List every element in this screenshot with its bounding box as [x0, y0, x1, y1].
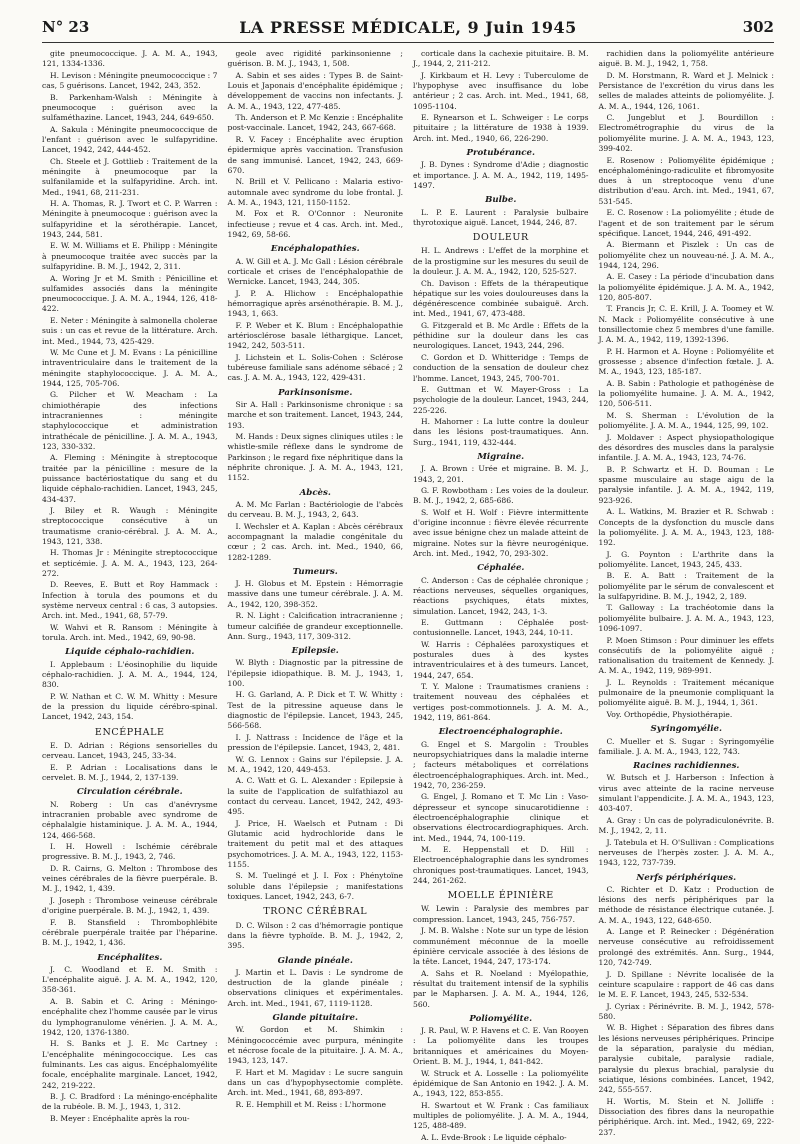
reference-entry: J. Lichstein et L. Solis-Cohen : Sclérose tubéreuse familiale sans adénome sébacé ; 2 cas. J. A. M. A., 1943, 122, 429-431.	[227, 352, 403, 383]
reference-entry: A. W. Gill et A. J. Mc Gall : Lésion cérébrale corticale et crises de l'encéphalopathie de Wernicke. Lancet, 1943, 244, 305.	[227, 256, 403, 287]
reference-entry: B. J. C. Bradford : La méningo-encéphalite de la rubéole. B. M. J., 1943, 1, 312.	[42, 1092, 218, 1112]
reference-entry: A. E. Casey : La période d'incubation dans la poliomyélite épidémique. J. A. M. A., 1942, 120, 805-807.	[598, 272, 774, 302]
reference-entry: N. Brill et V. Pellicano : Malaria estivo-automnale avec syndrome du lobe frontal. J. A. M. A., 1943, 121, 1150-1152.	[227, 177, 403, 207]
reference-entry: J. L. Reynolds : Traitement mécanique pulmonaire de la pneumonie compliquant la poliomyélite aiguë. B. M. J., 1944, 1, 361.	[598, 677, 774, 708]
subsection-heading: Migraine.	[477, 452, 525, 462]
reference-entry: A. Woring Jr et M. Smith : Pénicilline et sulfamides associés dans la méningite pneumococcique. J. A. M. A., 1944, 126, 418-422.	[42, 273, 218, 314]
reference-entry: A. Sabin et ses aides : Types B. de Saint-Louis et Japonais d'encéphalite épidémique ; développement de vaccins non infectants. J. A. M. A., 1943, 122, 477-485.	[227, 70, 403, 111]
reference-entry: W. Wahvi et R. Ransom : Méningite à torula. Arch. int. Med., 1942, 69, 90-98.	[42, 622, 218, 643]
subsection-heading: Encéphalites.	[97, 952, 163, 963]
reference-entry: R. N. Light : Calcification intracranienne ; tumeur calcifiée de grandeur exceptionnelle. Ann. Surg., 1943, 117, 309-312.	[227, 611, 403, 641]
reference-entry: R. E. Hemphill et M. Reiss : L'hormone	[235, 1099, 386, 1109]
section-heading: TRONC CÉRÉBRAL	[263, 906, 368, 918]
reference-entry: J. H. Globus et M. Epstein : Hémorragie massive dans une tumeur cérébrale. J. A. M. A., 1942, 120, 398-352.	[227, 579, 403, 609]
reference-entry: A. Sakula : Méningite pneumococcique de l'enfant : guérison avec le sulfapyridine. Lancet, 1942, 242, 444-452.	[42, 124, 218, 155]
reference-entry: Th. Anderson et P. Mc Kenzie : Encéphalite post-vaccinale. Lancet, 1942, 243, 667-668.	[227, 113, 403, 133]
reference-entry: P. H. Harmon et A. Hoyne : Poliomyélite et grossesse ; absence d'infection fœtale. J. A. M. A., 1943, 123, 185-187.	[598, 346, 774, 377]
reference-entry: A. Fleming : Méningite à streptocoque traitée par la pénicilline : mesure de la puissance bactériostatique du sang et du liquide céphalo-rachidien. Lancet, 1943, 245, 434-437.	[42, 453, 218, 504]
reference-entry: E. C. Rosenow : La poliomyélite ; étude de l'agent et de son traitement par le sérum spécifique. Lancet, 1944, 246, 491-492.	[598, 208, 774, 238]
reference-entry: J. Cyriax : Périnévrite. B. M. J., 1942, 578-580.	[598, 1001, 774, 1021]
reference-entry: B. Parkenham-Walsh : Méningite à pneumocoque : guérison avec la sulfaméthazine. Lancet, 1943, 244, 649-650.	[42, 92, 218, 123]
reference-entry: J. Moldaver : Aspect physiopathologique des désordres des muscles dans la paralysie infantile. J. A. M. A., 1943, 123, 74-76.	[598, 432, 774, 463]
page-header	[42, 18, 774, 43]
reference-entry: J. D. Spillane : Névrite localisée de la ceinture scapulaire : rapport de 46 cas dans le M. E. F. Lancet, 1943, 245, 532-534.	[598, 969, 774, 1000]
reference-entry: E. D. Adrian : Régions sensorielles du cerveau. Lancet, 1943, 245, 33-34.	[42, 741, 218, 761]
column-1	[42, 49, 218, 1144]
reference-entry: H. Swartout et W. Frank : Cas familiaux multiples de poliomyélite. J. A. M. A., 1944, 125, 488-489.	[413, 1100, 589, 1131]
reference-entry: corticale dans la cachexie pituitaire. B. M. J., 1944, 2, 211-212.	[413, 49, 589, 69]
reference-entry: J. P. A. Hlichow : Encéphalopathie hémorragique après arsénothérapie. B. M. J., 1943, 1, 663.	[227, 288, 403, 319]
reference-entry: Sir A. Hall : Parkinsonisme chronique : sa marche et son traitement. Lancet, 1943, 244, 193.	[227, 400, 403, 430]
reference-entry: W. B. Highet : Séparation des fibres dans les lésions nerveuses périphériques. Principe de la séparation, paralysie du médian, paralysie cubitale, paralysie radiale, paralysie du plexus brachial, paralysie du sciatique, lésions combinées. Lancet, 1942, 242, 555-557.	[598, 1023, 774, 1095]
reference-entry: G. Fitzgerald et B. Mc Ardle : Effets de la péthidine sur la douleur dans les cas neurologiques. Lancet, 1943, 244, 296.	[413, 320, 589, 351]
reference-entry: A. L. Evde-Brook : Le liquide céphalo-	[421, 1132, 567, 1142]
reference-entry: B. E. A. Batt : Traitement de la poliomyélite par le sérum de convalescent et la sulfapyridine. B. M. J., 1942, 2, 189.	[598, 571, 774, 601]
reference-entry: J. Biley et R. Waugh : Méningite streptococcique consécutive à un traumatisme cranio-cérébral. J. A. M. A., 1943, 121, 338.	[42, 506, 218, 546]
journal-title: LA PRESSE MÉDICALE, 9 Juin 1945	[239, 18, 577, 37]
page-number: 302	[742, 18, 774, 36]
reference-entry: W. Harris : Céphalées paroxystiques et posturales dues à des kystes intraventriculaires et à des tumeurs. Lancet, 1944, 247, 654.	[413, 639, 589, 680]
reference-entry: A. Gray : Un cas de polyradiculonévrite. B. M. J., 1942, 2, 11.	[598, 815, 774, 836]
reference-entry: P. Moen Stimson : Pour diminuer les effets consécutifs de la poliomyélite aiguë ; rationalisation du traitement de Kennedy. J. A. M. A., 1942, 119, 989-991.	[598, 635, 774, 676]
reference-entry: Ch. Steele et J. Gottlieb : Traitement de la méningite à pneumocoque par la sulfanilamide et la sulfapyridine. Arch. int. Med., 1941, 68, 211-231.	[42, 156, 218, 197]
section-heading: ENCÉPHALE	[94, 726, 165, 738]
reference-entry: Ch. Davison : Effets de la thérapeutique hépatique sur les voies douloureuses dans la dégénérescence combinée subaiguë. Arch. int. Med., 1941, 67, 473-488.	[413, 278, 589, 319]
reference-entry: J. Kirkbaum et H. Levy : Tuberculome de l'hypophyse avec insuffisance du lobe antérieur ; 2 cas. Arch. int. Med., 1941, 68, 1095-1104.	[413, 70, 589, 111]
reference-entry: M. E. Heppenstall et D. Hill : Electroencéphalographie dans les syndromes chroniques post-traumatiques. Lancet, 1943, 244, 261-262.	[413, 845, 589, 885]
subsection-heading: Encéphalopathies.	[270, 244, 360, 255]
reference-entry: A. B. Sabin : Pathologie et pathogénèse de la poliomyélite humaine. J. A. M. A., 1942, 120, 506-511.	[598, 378, 774, 409]
reference-entry: E. Rynearson et L. Schweiger : Le corps pituitaire ; la littérature de 1938 à 1939. Arch. int. Med., 1940, 66, 226-290.	[413, 113, 589, 143]
reference-entry: T. Y. Malone : Traumatismes craniens : traitement nouveau des céphalées et vertiges post-commotionnels. J. A. M. A., 1942, 119, 861-864.	[413, 682, 589, 723]
subsection-heading: Glande pituitaire.	[272, 1013, 358, 1024]
reference-entry: G. Pilcher et W. Meacham : La chimiothérapie des infections intracraniennes : méningite staphylococcique et administration intrathécale de pénicilline. J. A. M. A., 1943, 123, 330-332.	[42, 390, 218, 451]
subsection-heading: Abcès.	[299, 487, 331, 498]
reference-entry: J. M. B. Walshe : Note sur un type de lésion communément méconnue de la moelle épinière cervicale associée à des lésions de la tête. Lancet, 1944, 247, 173-174.	[413, 926, 589, 967]
reference-entry: E. Rosenow : Poliomyélite épidémique ; encéphaloméningo-radiculite et fibromyosite dues à un streptocoque venu d'une distribution d'eau. Arch. int. Med., 1941, 67, 531-545.	[598, 155, 774, 206]
section-heading: DOULEUR	[472, 232, 529, 244]
reference-entry: N. Roberg : Un cas d'anévrysme intracranien probable avec syndrome de céphalalgie histaminique. J. A. M. A., 1944, 124, 466-568.	[42, 799, 218, 840]
reference-entry: D. R. Cairns, G. Melton : Thrombose des veines cérébrales de la fièvre puerpérale. B. M. J., 1942, 1, 439.	[42, 863, 218, 894]
reference-entry: T. Francis Jr, C. E. Krill, J. A. Toomey et W. N. Mack : Poliomyélite consécutive à une tonsillectomie chez 5 membres d'une famille. J. A. M. A., 1942, 119, 1392-1396.	[598, 304, 774, 345]
subsection-heading: Céphalée.	[477, 563, 525, 574]
reference-entry: D. M. Horstmann, R. Ward et J. Melnick : Persistance de l'excrétion du virus dans les selles de malades atteints de poliomyélite. J. A. M. A., 1944, 126, 1061.	[598, 70, 774, 111]
reference-entry: Voy. Orthopédie, Physiothérapie.	[606, 709, 733, 719]
reference-entry: S. Wolf et H. Wolf : Fièvre intermittente d'origine inconnue : fièvre élevée récurrente avec issue bénigne chez un malade atteint de migraine. Notes sur la fièvre neurogénique. Arch. int. Med., 1942, 70, 293-302.	[413, 507, 589, 559]
reference-entry: I. Wechsler et A. Kaplan : Abcès cérébraux accompagnant la maladie congénitale du cœur ; 2 cas. Arch. int. Med., 1940, 66, 1282-1289.	[227, 521, 403, 562]
reference-entry: F. Hart et M. Magidav : Le sucre sanguin dans un cas d'hypophysectomie complète. Arch. int. Med., 1941, 68, 893-897.	[227, 1067, 403, 1098]
reference-entry: M. S. Sherman : L'évolution de la poliomyélite. J. A. M. A., 1944, 125, 99, 102.	[598, 410, 774, 431]
reference-entry: I. H. Howell : Ischémie cérébrale progressive. B. M. J., 1943, 2, 746.	[42, 842, 218, 862]
subsection-heading: Nerfs périphériques.	[636, 872, 737, 883]
reference-entry: S. M. Tuelingé et J. I. Fox : Phénytoïne soluble dans l'épilepsie ; manifestations toxiques. Lancet, 1942, 243, 6-7.	[227, 871, 403, 902]
reference-entry: J. R. Paul, W. P. Havens et C. E. Van Rooyen : La poliomyélite dans les troupes britanniques et américaines du Moyen-Orient. B. M. J., 1944, 1, 841-842.	[413, 1026, 589, 1067]
reference-entry: A. B. Sabin et C. Aring : Méningo-encéphalite chez l'homme causée par le virus du lymphogranulome vénérien. J. A. M. A., 1942, 120, 1376-1380.	[42, 996, 218, 1037]
reference-entry: H. Levison : Méningite pneumococcique : 7 cas, 5 guérisons. Lancet, 1942, 243, 352.	[42, 70, 218, 91]
reference-entry: C. Gordon et D. Whitteridge : Temps de conduction de la sensation de douleur chez l'homme. Lancet, 1943, 245, 700-701.	[413, 352, 589, 383]
reference-entry: F. P. Weber et K. Blum : Encéphalopathie artériosclérose basale léthargique. Lancet, 1942, 242, 503-511.	[227, 320, 403, 351]
reference-entry: rachidien dans la poliomyélite antérieure aiguë. B. M. J., 1942, 1, 758.	[598, 49, 774, 69]
column-3	[413, 49, 589, 1144]
reference-entry: J. Martin et L. Davis : Le syndrome de destruction de la glande pinéale ; observations cliniques et expérimentales. Arch. int. Med., 1941, 67, 1119-1128.	[227, 967, 403, 1008]
reference-entry: C. Mueller et S. Sugar : Syringomyélie familiale. J. A. M. A., 1943, 122, 743.	[598, 736, 774, 756]
reference-entry: A. M. Mc Farlan : Bactériologie de l'abcès du cerveau. B. M. J., 1943, 2, 643.	[227, 499, 403, 520]
reference-entry: F. B. Stansfield : Thrombophlébite cérébrale puerpérale traitée par l'héparine. B. M. J., 1942, 1, 436.	[42, 917, 218, 948]
reference-entry: I. Applebaum : L'éosinophilie du liquide céphalo-rachidien. J. A. M. A., 1944, 124, 830.	[42, 659, 218, 690]
reference-entry: H. L. Andrews : L'effet de la morphine et de la prostigmine sur les mesures du seuil de la douleur. J. A. M. A., 1942, 120, 525-527.	[413, 246, 589, 277]
reference-entry: J. Joseph : Thrombose veineuse cérébrale d'origine puerpérale. B. M. J., 1942, 1, 439.	[42, 895, 218, 916]
subsection-heading: Circulation cérébrale.	[76, 787, 183, 798]
reference-entry: M. Hands : Deux signes cliniques utiles : le whistle-smile réflexe dans le syndrome de Parkinson ; le regard fixe néphritique dans la néphrite chronique. J. A. M. A., 1943, 121, 1152.	[227, 432, 403, 483]
subsection-heading: Tumeurs.	[292, 566, 338, 577]
reference-entry: R. V. Facey : Encéphalite avec éruption épidermique après vaccination. Transfusion de sang immunisé. Lancet, 1942, 243, 669-670.	[227, 134, 403, 175]
reference-entry: A. C. Watt et G. L. Alexander : Epilepsie à la suite de l'application de sulfathiazol au contact du cerveau. Lancet, 1942, 242, 493-495.	[227, 776, 403, 817]
reference-entry: W. Mc Cune et J. M. Evans : La pénicilline intraventriculaire dans le traitement de la méningite staphylococcique. J. A. M. A., 1944, 125, 705-706.	[42, 348, 218, 388]
text-columns	[42, 49, 774, 1142]
reference-entry: H. A. Thomas, R. J. Twort et C. P. Warren : Méningite à pneumocoque : guérison avec la sulfapyridine et la sérothérapie. Lancet, 1943, 244, 581.	[42, 199, 218, 239]
reference-entry: C. Anderson : Cas de céphalée chronique ; réactions nerveuses, séquelles organiques, réactions psychiques, états mixtes, simulation. Lancet, 1942, 243, 1-3.	[413, 575, 589, 616]
section-heading: MOELLE ÉPINIÈRE	[447, 890, 554, 902]
reference-entry: W. Struck et A. Losselle : La poliomyélite épidémique de San Antonio en 1942. J. A. M. A., 1943, 122, 853-855.	[413, 1068, 589, 1099]
reference-entry: H. Wortis, M. Stein et N. Jolliffe : Dissociation des fibres dans la neuropathie périphérique. Arch. int. Med., 1942, 69, 222-237.	[598, 1096, 774, 1137]
subsection-heading: Liquide céphalo-rachidien.	[65, 647, 195, 658]
reference-entry: I. J. Nattrass : Incidence de l'âge et la pression de l'épilepsie. Lancet, 1943, 2, 481.	[227, 732, 403, 753]
reference-entry: J. A. Brown : Urée et migraine. B. M. J., 1943, 2, 201.	[413, 464, 589, 484]
reference-entry: B. Meyer : Encéphalite après la rou-	[50, 1113, 190, 1123]
reference-entry: P. W. Nathan et C. W. M. Whitty : Mesure de la pression du liquide cérébro-spinal. Lancet, 1942, 243, 154.	[42, 691, 218, 722]
reference-entry: L. P. E. Laurent : Paralysie bulbaire thyrotoxique aiguë. Lancet, 1944, 246, 87.	[413, 207, 589, 227]
subsection-heading: Poliomyélite.	[469, 1013, 533, 1024]
reference-entry: T. Galloway : La trachéotomie dans la poliomyélite bulbaire. J. A. M. A., 1943, 123, 1096-1097.	[598, 603, 774, 634]
subsection-heading: Syringomyélie.	[650, 724, 723, 735]
reference-entry: A. Lange et P. Reinecker : Dégénération nerveuse consécutive au refroidissement prolongé des extrémités. Ann. Surg., 1944, 120, 742-749.	[598, 927, 774, 968]
issue-number: N° 23	[42, 18, 90, 36]
reference-entry: geole avec rigidité parkinsonienne ; guérison. B. M. J., 1943, 1, 508.	[227, 49, 403, 69]
reference-entry: H. G. Garland, A. P. Dick et T. W. Whitty : Test de la pitressine aqueuse dans le diagnostic de l'épilepsie. Lancet, 1943, 245, 566-568.	[227, 690, 403, 731]
reference-entry: M. Fox et R. O'Connor : Neuronite infectieuse ; revue et 4 cas. Arch. int. Med., 1942, 69, 58-66.	[227, 209, 403, 239]
reference-entry: H. Thomas Jr : Méningite streptococcique et septicémie. J. A. M. A., 1943, 123, 264-272.	[42, 548, 218, 578]
reference-entry: J. G. Poynton : L'arthrite dans la poliomyélite. Lancet, 1943, 245, 433.	[598, 549, 774, 569]
reference-entry: E. Neter : Méningite à salmonella cholerae suis : un cas et revue de la littérature. Arch. int. Med., 1944, 73, 425-429.	[42, 315, 218, 346]
reference-entry: E. Guttmann : Céphalée post-contusionnelle. Lancet, 1943, 244, 10-11.	[413, 618, 589, 638]
subsection-heading: Parkinsonisme.	[278, 387, 353, 398]
subsection-heading: Electroencéphalographie.	[438, 727, 563, 738]
subsection-heading: Glande pinéale.	[277, 955, 353, 966]
subsection-heading: Racines rachidiennes.	[633, 761, 740, 772]
reference-entry: gite pneumococcique. J. A. M. A., 1943, 121, 1334-1336.	[42, 49, 218, 69]
column-4	[599, 49, 775, 1144]
reference-entry: J. B. Dynes : Syndrome d'Adie ; diagnostic et importance. J. A. M. A., 1942, 119, 1495-1497.	[413, 160, 589, 190]
reference-entry: W. G. Lennox : Gains sur l'épilepsie. J. A. M. A., 1942, 120, 449-453.	[227, 754, 403, 774]
reference-entry: D. C. Wilson : 2 cas d'hémorragie pontique dans la fièvre typhoïde. B. M. J., 1942, 2, 395.	[227, 920, 403, 951]
reference-entry: G. F. Rowbotham : Les voies de la douleur. B. M. J., 1942, 2, 685-686.	[413, 486, 589, 506]
reference-entry: J. C. Woodland et E. M. Smith : L'encéphalite aiguë. J. A. M. A., 1942, 120, 358-361.	[42, 964, 218, 995]
reference-entry: W. Lewin : Paralysie des membres par compression. Lancet, 1943, 245, 756-757.	[413, 904, 589, 924]
reference-entry: A. Biermann et Piszlek : Un cas de poliomyélite chez un nouveau-né. J. A. M. A., 1944, 124, 296.	[598, 240, 774, 270]
reference-entry: J. Tatebula et H. O'Sullivan : Complications nerveuses de l'herpès zoster. J. A. M. A., 1943, 122, 737-739.	[598, 837, 774, 868]
subsection-heading: Epilepsie.	[291, 646, 339, 657]
reference-entry: E. Guttman et W. Mayer-Gross : La psychologie de la douleur. Lancet, 1943, 244, 225-226.	[413, 385, 589, 415]
reference-entry: W. Butsch et J. Harberson : Infection à virus avec atteinte de la racine nerveuse simulant l'appendicite. J. A. M. A., 1943, 123, 403-407.	[598, 773, 774, 814]
reference-entry: W. Blyth : Diagnostic par la pitressine de l'épilepsie idiopathique. B. M. J., 1943, 1, 100.	[227, 658, 403, 688]
reference-entry: G. Engel et S. Margolin : Troubles neuropsychiatriques dans la maladie interne ; facteurs métaboliques et corrélations électroencéphalographiques. Arch. int. Med., 1942, 70, 236-259.	[413, 739, 589, 790]
reference-entry: H. Mahorner : La lutte contre la douleur dans les lésions post-traumatiques. Ann. Surg., 1941, 119, 432-444.	[413, 417, 589, 447]
reference-entry: C. Jungeblut et J. Bourdillon : Electrométrographie du virus de la poliomyélite murine. J. A. M. A., 1943, 123, 399-402.	[598, 113, 774, 154]
reference-entry: W. Gordon et M. Shimkin : Méningococcémie avec purpura, méningite et nécrose focale de la pituitaire. J. A. M. A., 1943, 123, 147.	[227, 1025, 403, 1066]
column-2	[228, 49, 404, 1144]
reference-entry: G. Engel, J. Romano et T. Mc Lin : Vaso-dépresseur et syncope sinucarotidienne : électroencéphalographie clinique et observations électrocardiographiques. Arch. int. Med., 1944, 74, 100-119.	[413, 792, 589, 843]
subsection-heading: Protubérance.	[466, 148, 535, 159]
reference-entry: B. P. Schwartz et H. D. Bouman : Le spasme musculaire au stage aigu de la paralysie infantile. J. A. M. A., 1942, 119, 923-926.	[598, 464, 774, 505]
reference-entry: E. W. M. Williams et E. Philipp : Méningite à pneumocoque traitée avec succès par la sulfapyridine. B. M. J., 1942, 2, 311.	[42, 241, 218, 272]
reference-entry: D. Reeves, E. Butt et Roy Hammack : Infection à torula des poumons et du système nerveux central : 6 cas, 3 autopsies. Arch. int. Med., 1941, 68, 57-79.	[42, 580, 218, 621]
reference-entry: E. P. Adrian : Localisations dans le cervelet. B. M. J., 1944, 2, 137-139.	[42, 762, 218, 783]
reference-entry: H. S. Banks et J. E. Mc Cartney : L'encéphalite méningococcique. Les cas fulminants. Les cas aigus. Encéphalomyélite focale, encéphalite marginale. Lancet, 1942, 242, 219-222.	[42, 1039, 218, 1090]
reference-entry: C. Richter et D. Katz : Production de lésions des nerfs périphériques par la méthode de résistance électrique cutanée. J. A. M. A., 1943, 122, 648-650.	[598, 884, 774, 925]
reference-entry: J. Price, H. Waelsch et Putnam : Di Glutamic acid hydrochloride dans le traitement du petit mal et des attaques psychomotrices. J. A. M. A., 1943, 122, 1153-1155.	[227, 818, 403, 869]
reference-entry: A. L. Watkins, M. Brazier et R. Schwab : Concepts de la dysfonction du muscle dans la poliomyélite. J. A. M. A., 1943, 123, 188-192.	[598, 507, 774, 548]
reference-entry: A. Sahs et R. Noeland : Myélopathie, résultat du traitement intensif de la syphilis par le Mapharsen. J. A. M. A., 1944, 126, 560.	[413, 968, 589, 1009]
subsection-heading: Bulbe.	[485, 195, 517, 206]
